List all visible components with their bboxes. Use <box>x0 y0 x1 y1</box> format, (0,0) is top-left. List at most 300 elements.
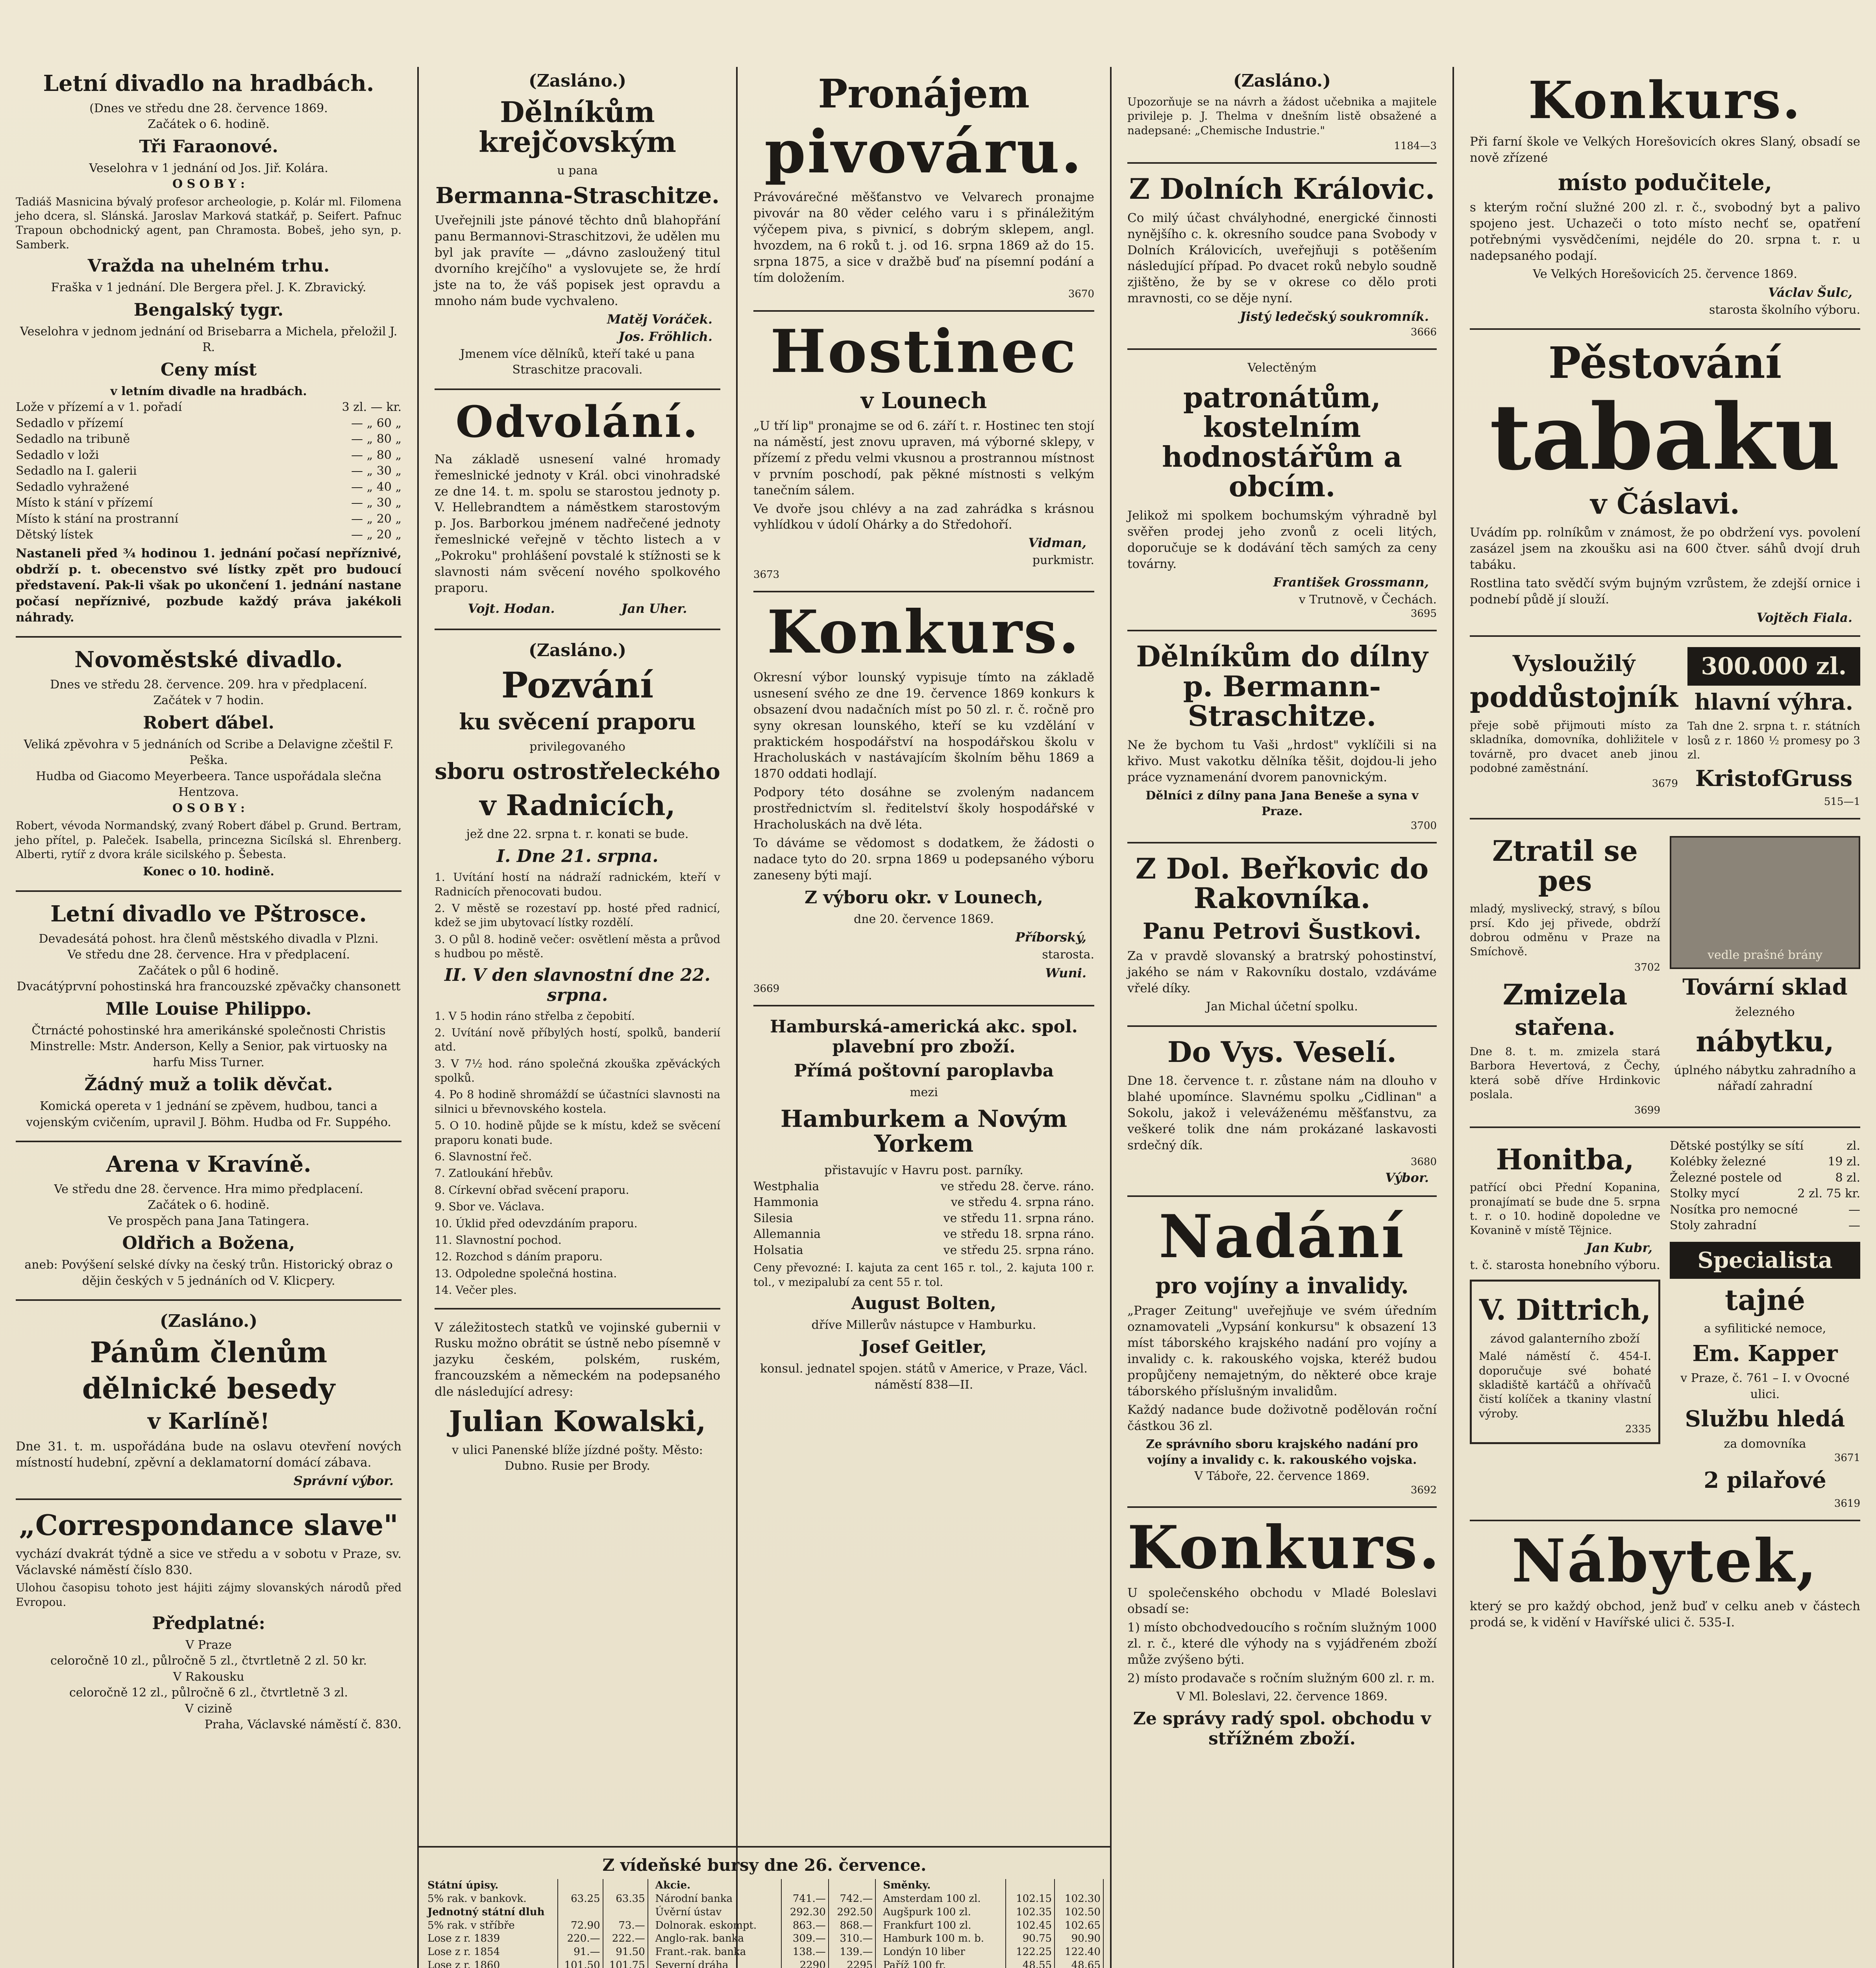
bursy-value <box>558 1879 603 1892</box>
caslavi-title: v Čáslavi. <box>1590 486 1740 520</box>
signature: Jan Uher. <box>621 601 687 616</box>
bursy-value: 292.50 <box>829 1906 876 1919</box>
kravine-start: Začátek o 6. hodině. <box>148 1198 270 1212</box>
osoby-heading: O S O B Y : <box>172 177 245 191</box>
column-announcements <box>1112 67 1452 1968</box>
radnicich-title: v Radnicích, <box>479 788 675 822</box>
column-ads <box>1454 67 1876 1968</box>
kravine-play: Oldřich a Božena, <box>122 1233 295 1254</box>
berkovic-title: Z Dol. Beřkovic do Rakovníka. <box>1135 851 1429 915</box>
delnicke-title: dělnické besedy <box>82 1371 335 1405</box>
nabytku-title: nábytku, <box>1696 1025 1834 1058</box>
price-row: Lože v přízemí a v 1. pořadí 3 zl. — kr. <box>16 400 401 414</box>
predplatne-title: Předplatné: <box>152 1613 265 1633</box>
bursy-label: Úvěrní ústav <box>653 1906 782 1919</box>
bursy-label: Hamburk 100 m. b. <box>881 1932 1006 1946</box>
konkurs-text: Okresní výbor lounský vypisuje tímto na základě usnesení svého ze dne 19. července 1869 konkurs k obsazení dvou nadačních míst po 50 zl. r. č. ročně pro syny okresan lounského, kteří se ku vzdělání v praktickém hospodářství na hospodářskou školu v Hracholuskách v nastávajícím školním běhu 1869 a 1870 oddati hodlají. <box>753 670 1094 781</box>
ad-number: 3692 <box>1410 1484 1437 1496</box>
storefront-illustration <box>1670 836 1860 969</box>
novo-start: Začátek v 7 hodin. <box>153 694 264 708</box>
bursy-value: 310.— <box>829 1932 876 1946</box>
bursy-row <box>653 1946 876 1959</box>
column-theatre <box>0 67 417 1968</box>
ztratil-ad <box>1470 830 1660 1116</box>
bursy-value <box>558 1906 603 1919</box>
panum-text: Dne 31. t. m. uspořádána bude na oslavu otevření nových místností hudební, zpěvní a deklamatorní domácí zábava. <box>16 1439 401 1470</box>
bursy-title: Z vídeňské bursy dne 26. července. <box>602 1855 927 1875</box>
posveceni-title: ku svěcení praporu <box>459 709 696 735</box>
august-bolten: August Bolten, <box>851 1293 997 1313</box>
program-item: 7. Zatloukání hřebův. <box>435 1167 553 1180</box>
signature: Výbor. <box>1385 1170 1429 1185</box>
bursy-value <box>1006 1879 1055 1892</box>
program-item: 3. O půl 8. hodině večer: osvětlení města a průvod s hudbou po městě. <box>435 932 720 960</box>
spravni-signature: Správní výbor. <box>293 1473 394 1488</box>
bursy-value: 91.— <box>558 1946 603 1959</box>
price-row: Kolébky železné 19 zl. <box>1670 1155 1860 1169</box>
corr-text: vychází dvakrát týdně a sice ve středu a v sobotu v Praze, sv. Václavské náměstí číslo 830. <box>16 1547 401 1578</box>
vyhra-title: hlavní výhra. <box>1694 689 1854 715</box>
bursy-row <box>425 1879 648 1892</box>
osoby2-text: Robert, vévoda Normandský, zvaný Robert ďábel p. Grund. Bertram, jeho přítel, p. Paleček. Isabella, princezna Sicílská sl. Ehrenberg. Alberti, rytíř z dvora krále sicilského p. Šebesta. <box>16 819 401 861</box>
bursy-value: 868.— <box>829 1919 876 1933</box>
bursy-row <box>881 1919 1103 1933</box>
ze-spravy: Ze správy radý spol. obchodu v střížném zboží. <box>1133 1709 1431 1749</box>
bursy-label: Lose z r. 1854 <box>425 1946 558 1959</box>
ad-number: 3666 <box>1410 326 1437 338</box>
kapper-name: Em. Kapper <box>1692 1340 1838 1367</box>
ceny-prevozne: Ceny převozné: I. kajuta za cent 165 r. tol., 2. kajuta 100 r. tol., v mezipalubí za cent 55 r. tol. <box>753 1261 1094 1289</box>
program-item: 4. Po 8 hodině shromáždí se účastníci slavnosti na silnici u břevnovského kostela. <box>435 1088 720 1115</box>
mezi: mezi <box>910 1085 938 1099</box>
ad-number: 3669 <box>753 982 780 995</box>
bursy-col <box>653 1879 876 1968</box>
odvolani-title: Odvolání. <box>455 396 699 447</box>
novo-play: Robert ďábel. <box>143 712 274 733</box>
program-item: 10. Úklid před odevzdáním praporu. <box>435 1217 638 1230</box>
bursy-row <box>653 1959 876 1968</box>
honitba-ad <box>1470 1138 1660 1509</box>
bursy-label: Akcie. <box>653 1879 782 1892</box>
bursy-value: 102.45 <box>1006 1919 1055 1933</box>
den22-heading: II. V den slavnostní dne 22. srpna. <box>444 965 710 1005</box>
podd-text: přeje sobě přijmouti místo za skladníka, domovníka, dohližitele v továrně, pro dvacet aneb jinou podobné zaměstnání. <box>1470 718 1678 775</box>
tabaku-title: tabaku <box>1489 384 1841 490</box>
ad-number: 3670 <box>1068 288 1094 300</box>
bermanna-title: Bermanna-Straschitze. <box>435 182 720 209</box>
furniture-prices <box>1670 1138 1860 1509</box>
ads-row <box>1470 1138 1860 1509</box>
price-row: Místo k stání v přízemí — „ 30 „ <box>16 496 401 510</box>
u-pana: u pana <box>557 164 598 178</box>
program-item: 12. Rozchod s dáním praporu. <box>435 1250 603 1263</box>
novo-title: Novoměstské divadlo. <box>74 647 343 673</box>
signature: Vojt. Hodan. <box>468 601 555 616</box>
signature: František Grossmann, <box>1273 574 1429 590</box>
honitba-text: patřící obci Přední Kopanina, pronajímatí se bude dne 5. srpna t. r. o 10. hodině dopoledne ve Kovanině v místě Tějnice. <box>1470 1181 1660 1237</box>
velectenym: Velectěným <box>1247 361 1317 375</box>
ship-list <box>753 1179 1094 1259</box>
signature: Jan Kubr, <box>1586 1240 1652 1255</box>
bursy-label: Směnky. <box>881 1879 1006 1892</box>
bursy-row <box>881 1959 1103 1968</box>
program-item: 2. V městě se rozestaví pp. hosté před radnicí, kdež se jim ubytovací lístky rozdělí. <box>435 901 720 929</box>
trutnove: v Trutnově, v Čechách. <box>1299 592 1437 607</box>
konkurs-more2: To dáváme se vědomost s dodatkem, že žádosti o nadace tyto do 20. srpna 1869 u podepsaného výboru zaneseny býti mají. <box>753 836 1094 882</box>
bursy-value: 742.— <box>829 1892 876 1906</box>
hostinec-more: Ve dvoře jsou chlévy a na zad zahrádka s krásnou vyhlídkou v údolí Ohárky a do Středohoří. <box>753 501 1094 532</box>
bursy-label: Dolnorak. eskompt. <box>653 1919 782 1933</box>
ship-row: Holsatia ve středu 25. srpna ráno. <box>753 1243 1094 1257</box>
column-leases <box>738 67 1110 1846</box>
program-item: 8. Církevní obřad svěcení praporu. <box>435 1183 629 1197</box>
sboru-title: sboru ostrostřeleckého <box>435 758 720 785</box>
program-item: 13. Odpoledne společná hostina. <box>435 1267 617 1280</box>
specialista-title: Specialista <box>1670 1242 1860 1279</box>
tabak-text: Uvádím pp. rolníkům v známost, že po obdržení vys. povolení zasázel jsem na zkoušku asi na 600 čtver. sáhů dvojí druh tabáku. <box>1470 525 1860 572</box>
delnici: Dělníci z dílny pana Jana Beneše a syna v Praze. <box>1145 788 1419 819</box>
misto-title: místo podučitele, <box>1558 169 1772 196</box>
den21-heading: I. Dne 21. srpna. <box>496 846 659 867</box>
purkmistr: purkmistr. <box>1032 553 1094 568</box>
ad-number: 3671 <box>1834 1452 1860 1464</box>
vyhra-text: Tah dne 2. srpna t. r. státních losů z r. 1860 ½ promesy po 3 zl. <box>1687 720 1860 762</box>
letni-play: Tři Faraonové. <box>139 136 278 157</box>
exchange-table <box>419 1846 1110 1968</box>
konkurs-more: s kterým roční služné 200 zl. r. č., svobodný byt a palivo spojeno jest. Uchazeči o toto místo nechť se, opatření potřebnými vysvědčeními, nejdéle do 20. srpna t. r. u nadepsaného podají. <box>1470 200 1860 263</box>
bursy-row <box>653 1906 876 1919</box>
bursy-row <box>881 1879 1103 1892</box>
pristavujic: přistavujíc v Havru post. parníky. <box>824 1163 1023 1178</box>
konec: Konec o 10. hodině. <box>143 865 274 879</box>
delnikum-title: Dělníkům krejčovským <box>479 95 676 159</box>
price-row: Sedadlo na tribuně — „ 80 „ <box>16 432 401 446</box>
vojiny-title: pro vojíny a invalidy. <box>1155 1273 1409 1299</box>
zmizela-title: Zmizela <box>1502 977 1628 1011</box>
signature: Matěj Voráček. <box>607 311 712 327</box>
vysouzily-title: Vysloužilý <box>1512 650 1635 677</box>
dittrich-title: V. Dittrich, <box>1479 1293 1651 1327</box>
price-row: Sedadlo vyhražené — „ 40 „ <box>16 480 401 494</box>
konkurs2-text: U společenského obchodu v Mladé Boleslavi obsadí se: <box>1127 1586 1437 1617</box>
bursy-value: 63.25 <box>558 1892 603 1906</box>
petrosce-date: Ve středu dne 28. července. Hra v předplacení. <box>67 948 350 962</box>
bursy-value: 122.40 <box>1055 1946 1103 1959</box>
image-caption: vedle prašné brány <box>1708 948 1822 962</box>
bursy-value <box>1055 1879 1103 1892</box>
corr-end: Praha, Václavské náměstí č. 830. <box>204 1718 401 1732</box>
horesovice-date: Ve Velkých Horešovicích 25. července 1869. <box>1533 267 1797 281</box>
august-sub: dříve Millerův nástupce v Hamburku. <box>811 1318 1036 1332</box>
petrosce-title: Letní divadlo ve Pštrosce. <box>50 901 367 927</box>
ads-row <box>1470 647 1860 808</box>
novo-sub: Veliká zpěvohra v 5 jednáních od Scribe a Delavigne zčeštil F. Peška. <box>24 737 394 768</box>
z-vyboru: Z výboru okr. v Lounech, <box>804 887 1043 908</box>
ship-row: Westphalia ve středu 28. červe. ráno. <box>753 1179 1094 1193</box>
zaslano-label: (Zasláno.) <box>1233 71 1331 91</box>
bursy-row <box>881 1892 1103 1906</box>
bursy-value: 292.30 <box>781 1906 829 1919</box>
nadani-text: „Prager Zeitung" uveřejňuje ve svém úředním oznamovateli „Vypsání konkursu" k obsazení 13 míst táborského krajského nadání pro vojíny a invalidy c. k. rakouského vojska, kteréž budou propůjčeny nemajetným, do některé obce kraje táborského příslušným invalidům. <box>1127 1304 1437 1398</box>
patronatum-title: patronátům, kostelním hodnostářům a obcím. <box>1162 380 1402 503</box>
bengalsky-sub: Veselohra v jednom jednání od Brisebarra a Michela, přeložil J. R. <box>20 324 398 355</box>
dittrich-ad <box>1470 1280 1660 1444</box>
pozvani-title: Pozvání <box>501 664 654 706</box>
price-row: Dětské postýlky se sítí zl. <box>1670 1139 1860 1153</box>
zaslano-label: (Zasláno.) <box>159 1311 258 1332</box>
hamburk-title: Hamburkem a Novým Yorkem <box>780 1105 1068 1158</box>
ad-number: 3695 <box>1410 608 1437 620</box>
signature: Wuni. <box>1045 965 1086 980</box>
ad-number: 3619 <box>1834 1497 1860 1509</box>
bursy-label: Lose z r. 1839 <box>425 1932 558 1946</box>
vyhra-ad <box>1687 647 1860 808</box>
petrosce-start: Začátek o půl 6 hodině. <box>138 964 279 978</box>
ship-row: Hammonia ve středu 4. srpna ráno. <box>753 1195 1094 1210</box>
osoby-text: Tadiáš Masnicina bývalý profesor archeologie, p. Kolár ml. Filomena jeho dcera, sl. Slánská. Jaroslav Marková statkář, p. Seifert. Pafnuc Trapoun obchodnický agent, pan Chramosta. Bobeš, jeho syn, p. Samberk. <box>16 195 401 251</box>
ship-row: Silesia ve středu 11. srpna ráno. <box>753 1211 1094 1225</box>
bursy-value: 863.— <box>781 1919 829 1933</box>
bursy-value: 48.65 <box>1055 1959 1103 1968</box>
ads-row <box>1470 830 1860 1116</box>
ztratil-title: Ztratil se pes <box>1492 834 1638 897</box>
poddustojnik-ad <box>1470 647 1678 808</box>
bursy-value: 138.— <box>781 1946 829 1959</box>
konkurs-more: Podpory této dosáhne se zvoleným nadancem prostřednictvím sl. ředitelství školy hospodářské v Hracholuskách na dvě léta. <box>753 785 1094 832</box>
program-item: 3. V 7½ hod. ráno společná zkouška zpěváckých spolků. <box>435 1057 720 1085</box>
signature: Vojtěch Fiala. <box>1756 610 1852 625</box>
kapper-address: v Praze, č. 761 – I. v Ovocné ulici. <box>1680 1371 1850 1401</box>
price-row: Dětský lístek — „ 20 „ <box>16 528 401 542</box>
nabytek-text: který se pro každý obchod, jenž buď v celku aneb v částech prodá se, k vidění v Havířské ulici č. 535-I. <box>1470 1599 1860 1630</box>
bursy-value <box>603 1879 648 1892</box>
odvolani-signatures <box>435 599 720 618</box>
sig-note: Jmenem více dělníků, kteří také u pana Straschitze pracovali. <box>460 347 695 377</box>
signature: Příborský, <box>1015 930 1086 945</box>
bursy-label: Frant.-rak. banka <box>653 1946 782 1959</box>
price-row: Nosítka pro nemocné — <box>1670 1202 1860 1217</box>
nabytku-sub: úplného nábytku zahradního a nářadí zahradní <box>1674 1063 1856 1093</box>
dittrich-sub: závod galanterního zboží <box>1490 1332 1640 1346</box>
bursy-row <box>653 1879 876 1892</box>
konkurs-title: Konkurs. <box>1528 70 1802 130</box>
bursy-label: 5% rak. v bankovk. <box>425 1892 558 1906</box>
letni-start: Začátek o 6. hodině. <box>148 117 270 131</box>
domovnika: za domovníka <box>1724 1437 1806 1451</box>
zalezitost-text: V záležitostech statků ve vojinské gubernii v Rusku možno obrátit se ústně nebo písemně v jazyku českém, polském, ruském, francouzském a německém na podepsaného dle následující adresy: <box>435 1320 720 1399</box>
vyhra-amount: 300.000 zl. <box>1687 647 1860 686</box>
hamburg-header: Hamburská-americká akc. spol. plavební pro zboží. <box>770 1016 1078 1057</box>
column-notices <box>419 67 736 1968</box>
ztratil-text: mladý, myslivecký, stravý, s bílou prsí. Kdo jej přivede, obdrží dobrou odměnu v Praze na Smíchově. <box>1470 902 1660 958</box>
price-line: celoročně 10 zl., půlročně 5 zl., čtvrtletně 2 zl. 50 kr. <box>50 1654 367 1668</box>
bursy-value: 101.50 <box>558 1959 603 1968</box>
correspondance-title: „Correspondance slave" <box>19 1508 398 1542</box>
konkurs-title: Konkurs. <box>767 597 1081 667</box>
poddustojnik-title: poddůstojník <box>1470 680 1678 714</box>
price-row: Sedadlo v přízemí — „ 60 „ <box>16 416 401 430</box>
pivovaru-text: Právovárečné měšťanstvo ve Velvarech pronajme pivovár na 80 věder celého varu i s přináležitým výčepem piva, s pivnicí, s dobrým sklepem, angl. hvozdem, na 6 roků t. j. od 16. srpna 1869 až do 15. srpna 1875, a sice v dražbě buď na písemní podání a tím doložením. <box>753 190 1094 285</box>
vys-text: Dne 18. července t. r. zůstane nám na dlouho v blahé upomínce. Slavnému spolku „Cidlinan" a Sokolu, jakož i veleváženému měšťanstvu, za veškeré tolik dne nám prokázané laskavosti srdečný dík. <box>1127 1074 1437 1152</box>
price-row: Železné postele od 8 zl. <box>1670 1171 1860 1185</box>
program-item: 1. Uvítání hostí na nádraží radnickém, kteří v Radnicích přenocovati budou. <box>435 871 720 898</box>
ad-number: 1184—3 <box>1394 140 1437 152</box>
bursy-value: 741.— <box>781 1892 829 1906</box>
bursy-value: 73.— <box>603 1919 648 1933</box>
bursy-value: 63.35 <box>603 1892 648 1906</box>
zaslano-label: (Zasláno.) <box>528 71 627 91</box>
bursy-row <box>653 1932 876 1946</box>
bursy-row <box>653 1919 876 1933</box>
bursy-value: 72.90 <box>558 1919 603 1933</box>
ad-number: 3700 <box>1410 819 1437 832</box>
bursy-value: 102.30 <box>1055 1892 1103 1906</box>
hostinec-text: „U tří lip" pronajme se od 6. září t. r. Hostinec ten stojí na náměstí, jest znovu upraven, má výborné sklepy, v přízemí z předu velmi vkusnou a prostrannou místnost v prvním poschodí, pak pěkné místnosti s velkým tanečním sálem. <box>753 419 1094 498</box>
ad-number: 2335 <box>1625 1423 1651 1435</box>
kravine-sub: aneb: Povýšení selské dívky na český trůn. Historický obraz o dějin českých v 5 jednáních od V. Klicpery. <box>24 1258 393 1288</box>
novo-date: Dnes ve středu 28. července. 209. hra v předplacení. <box>50 677 367 692</box>
bursy-label: 5% rak. v stříbře <box>425 1919 558 1933</box>
vrazda-sub: Fraška v 1 jednání. Dle Bergera přel. J. K. Zbravický. <box>51 281 366 295</box>
bursy-value: 102.35 <box>1006 1906 1055 1919</box>
kowalski-address: v ulici Panenské blíže jízdné pošty. Město: Dubno. Rusie per Brody. <box>452 1443 703 1473</box>
bursy-row <box>425 1919 648 1933</box>
signature: Jistý ledečský soukromník. <box>1240 309 1429 324</box>
panu-title: Panu Petrovi Šustkovi. <box>1142 918 1422 944</box>
bursy-label: Paříž 100 fr. <box>881 1959 1006 1968</box>
program-item: 1. V 5 hodin ráno střelba z čepobití. <box>435 1009 635 1023</box>
ceny-sub: v letním divadle na hradbách. <box>110 384 307 398</box>
signature: Jos. Fröhlich. <box>618 329 712 344</box>
tabak-more: Rostlina tato svědčí svým bujným vzrůstem, že zdejší ornice i podnebí půdě jí slouží. <box>1470 576 1860 607</box>
postovni-title: Přímá poštovní paroplavba <box>794 1060 1054 1081</box>
dilny-text: Ne že bychom tu Vaši „hrdost" vyklíčili si na křivo. Must vakotku dělníka těšit, dojdou-li jeho práce vyznamenání dvorem panovnickým. <box>1127 738 1437 784</box>
gentler-address: konsul. jednatel spojen. států v Americe, v Praze, Václ. náměstí 838—II. <box>760 1362 1088 1392</box>
starena-title: stařena. <box>1515 1014 1615 1041</box>
bursy-row <box>881 1932 1103 1946</box>
dolnich-text: Co milý účast chvályhodné, energické činnosti nynějšího c. k. okresního soudce pana Svobody v Dolních Královicích, uveřejňuji s potěšením následující případ. Po dvacet roků nebylo soudně zjištěno, že by se v okrese co dělo proti mravnosti, co se děje nyní. <box>1127 211 1437 306</box>
signature: Vidman, <box>1028 535 1086 551</box>
tabore-date: V Táboře, 22. července 1869. <box>1194 1469 1370 1483</box>
bursy-value <box>829 1879 876 1892</box>
panum-title: Pánům členům <box>90 1335 327 1369</box>
bursy-label: Lose z r. 1860 <box>425 1959 558 1968</box>
bursy-value: 2295 <box>829 1959 876 1968</box>
honitba-starosta: t. č. starosta honebního výboru. <box>1470 1258 1660 1272</box>
bursy-value: 102.65 <box>1055 1919 1103 1933</box>
bursy-row <box>425 1892 648 1906</box>
bursy-value: 309.— <box>781 1932 829 1946</box>
letni-date: (Dnes ve středu dne 28. července 1869. <box>89 101 328 115</box>
ad-number: 3679 <box>1652 778 1678 790</box>
petrosce-more: Čtrnácté pohostinské hra amerikánské společnosti Christis Minstrelle: Mstr. Anderson, Kelly a Senior, pak virtuosky na harfu Miss Turner. <box>30 1023 388 1069</box>
berkovic-signature: Jan Michal účetní spolku. <box>1206 1000 1358 1014</box>
bursy-value: 101.75 <box>603 1959 648 1968</box>
lounech-title: v Lounech <box>860 388 987 414</box>
ze-spravni: Ze správního sboru krajského nadání pro vojíny a invalidy c. k. rakouského vojska. <box>1146 1437 1418 1467</box>
bursy-value: 2290 <box>781 1959 829 1968</box>
letni-sub: Veselohra v 1 jednání od Jos. Jiř. Kolára. <box>89 161 328 175</box>
corr-more: Ulohou časopisu tohoto jest hájiti zájmy slovanských národů před Evropou. <box>16 1581 401 1609</box>
philippo: Mlle Louise Philippo. <box>105 999 312 1019</box>
program-item: 6. Slavnostní řeč. <box>435 1150 532 1163</box>
konkurs2-title: Konkurs. <box>1127 1513 1441 1583</box>
bursy-row <box>653 1892 876 1906</box>
karline-title: v Karlíně! <box>148 1408 270 1435</box>
boleslav-date: V Ml. Boleslavi, 22. července 1869. <box>1176 1689 1388 1704</box>
petrosce-play: Dvacátýprvní pohostinská hra francouzské zpěvačky chansonett <box>17 980 401 994</box>
zadny-title: Žádný muž a tolik děvčat. <box>84 1075 333 1095</box>
signature: Václav Šulc, <box>1768 285 1852 300</box>
dilny-title: Dělníkům do dílny p. Bermann-Straschitze. <box>1136 640 1428 733</box>
konkurs-text: Při farní škole ve Velkých Horešovicích okres Slaný, obsadí se nově zřízené <box>1470 135 1860 165</box>
bursy-row <box>425 1946 648 1959</box>
tovarni-title: Tovární sklad <box>1682 974 1848 1001</box>
zaslano-label: (Zasláno.) <box>528 640 627 660</box>
bursy-row <box>425 1932 648 1946</box>
jez-text: jež dne 22. srpna t. r. konati se bude. <box>466 827 689 841</box>
ad-number: 3673 <box>753 568 780 581</box>
price-row: Místo k stání na prostranní — „ 20 „ <box>16 512 401 526</box>
starosta: starosta školního výboru. <box>1709 303 1860 317</box>
zelezneho: železného <box>1735 1005 1795 1019</box>
kowalski-name: Julian Kowalski, <box>449 1404 706 1438</box>
bursy-value <box>603 1906 648 1919</box>
dittrich-text: Malé náměstí č. 454-I. doporučuje své bohaté skladiště kartáčů a ohřívačů čistí kolíček a tkaniny vlastní výroby. <box>1479 1350 1651 1420</box>
dolnich-title: Z Dolních Královic. <box>1129 172 1435 206</box>
pronajem-title: Pronájem <box>818 70 1030 117</box>
konkurs-date: dne 20. července 1869. <box>854 912 994 926</box>
bursy-label: Frankfurt 100 zl. <box>881 1919 1006 1933</box>
bursy-label: Státní úpisy. <box>425 1879 558 1892</box>
letni-title: Letní divadlo na hradbách. <box>43 70 374 96</box>
petrosce-text: Devadesátá pohost. hra členů městského divadla v Plzni. <box>39 932 379 946</box>
bursy-label: Amsterdam 100 zl. <box>881 1892 1006 1906</box>
nadani-more: Každý nadance bude doživotně podělován roční částkou 36 zl. <box>1127 1402 1437 1433</box>
bursy-label: Londýn 10 liber <box>881 1946 1006 1959</box>
ad-number: 515—1 <box>1824 796 1860 808</box>
patr-text: Jelikož mi spolkem bochumským výhradně byl svěřen prodej jeho zvonů z oceli litých, doporučuje se k dodávání těch samých za ceny továrny. <box>1127 509 1437 571</box>
nastaneli-text: Nastaneli před ¾ hodinou 1. jednání počasí nepříznivé, obdrží p. t. obecenstvo své lístky zpět pro budoucí představení. Pak-li však po ukončení 1. jednání nastane počasí nepříznivé, pozbude každý práva jakékoli náhrady. <box>16 546 401 625</box>
kravine-date: Ve středu dne 28. července. Hra mimo předplacení. <box>54 1182 363 1196</box>
vysveseli-title: Do Vys. Veselí. <box>1167 1035 1397 1069</box>
kristof-gruss: KristofGruss <box>1695 766 1853 792</box>
odvolani-text: Na základě usnesení valné hromady řemeslnické jednoty v Král. obci vinohradské ze dne 14. t. m. spolu se starostou jednoty p. V. Hellebrandtem a náměstkem starostovým p. Jos. Barborkou jménem nadřečené jednoty řemeslnické veřejně v těchto listech a v „Pokroku" prohlášení povstalé k stížnosti se k slavnosti nám svěcení nového spolkového praporu. <box>435 452 720 595</box>
bursy-label: Severní dráha <box>653 1959 782 1968</box>
tajne-title: tajné <box>1724 1283 1806 1317</box>
berkovic-text: Za v pravdě slovanský a bratrský pohostinství, jakého se nám v Rakovníku dostalo, vzdáváme vřelé díky. <box>1127 949 1437 996</box>
ad-number: 3702 <box>1634 961 1660 973</box>
bursy-value: 90.90 <box>1055 1932 1103 1946</box>
bursy-row <box>881 1946 1103 1959</box>
sluzbu-title: Službu hledá <box>1685 1406 1845 1432</box>
nemoce: a syfilitické nemoce, <box>1704 1322 1826 1336</box>
sklad-ad <box>1670 830 1860 1116</box>
ceny-title: Ceny míst <box>160 359 257 380</box>
bursy-row <box>881 1906 1103 1919</box>
price-line: celoročně 12 zl., půlročně 6 zl., čtvrtletně 3 zl. <box>69 1686 348 1700</box>
program-item: 11. Slavnostní pochod. <box>435 1233 562 1247</box>
bursy-value: 91.50 <box>603 1946 648 1959</box>
price-row: Stolky mycí 2 zl. 75 kr. <box>1670 1187 1860 1201</box>
nabytek-title: Nábytek, <box>1512 1526 1819 1596</box>
bursy-value: 102.50 <box>1055 1906 1103 1919</box>
privilegovaneho: privilegovaného <box>529 740 625 754</box>
bursy-row <box>425 1906 648 1919</box>
bursy-value: 48.55 <box>1006 1959 1055 1968</box>
program-item: 5. O 10. hodině půjde se k místu, kdež se svěcení praporu konati bude. <box>435 1119 720 1147</box>
honitba-title: Honitba, <box>1496 1142 1634 1176</box>
